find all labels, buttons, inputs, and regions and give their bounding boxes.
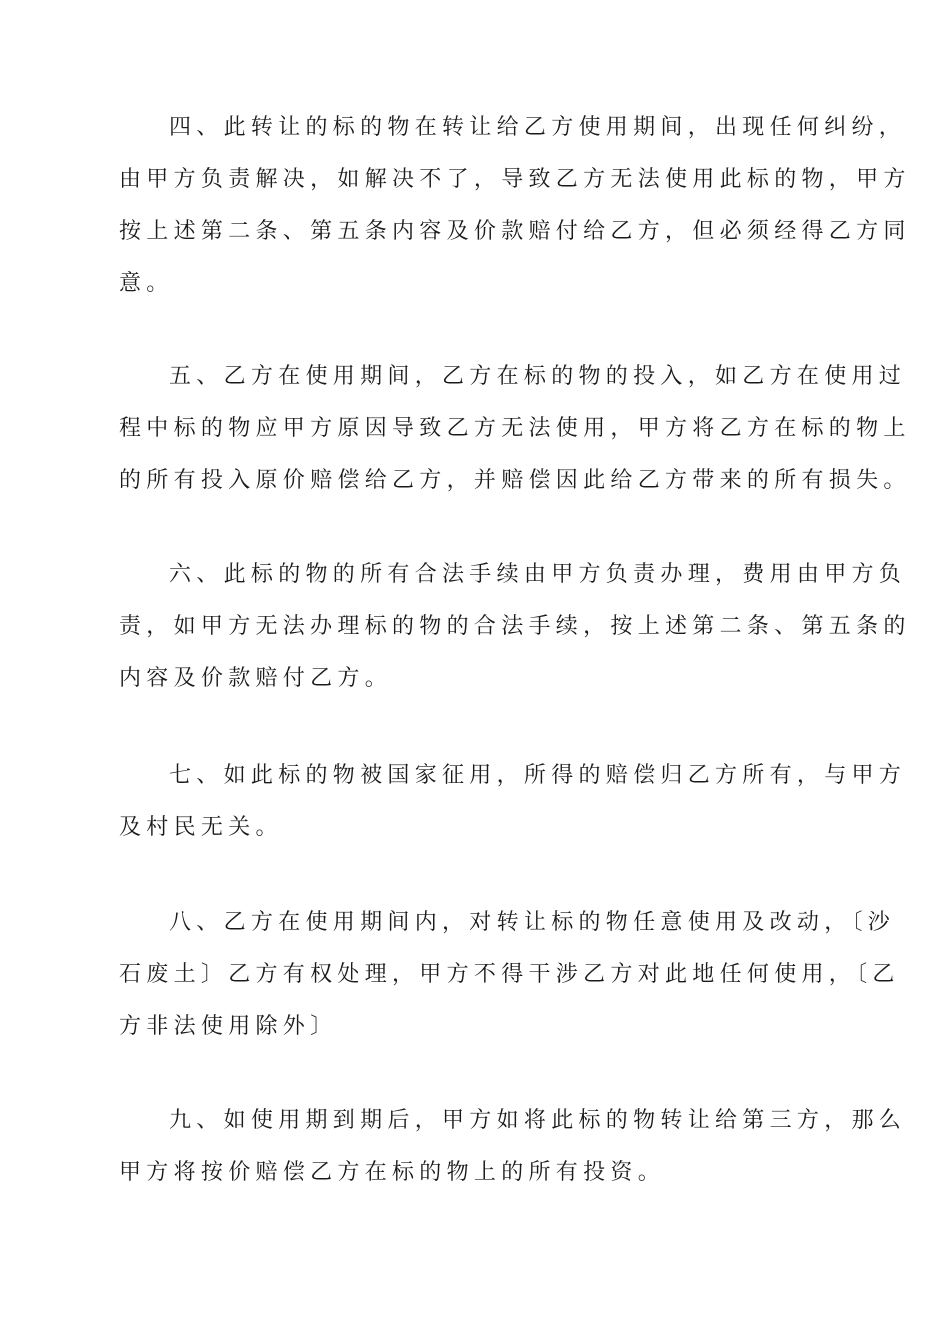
clause-9 (119, 1095, 907, 1199)
clause-line: 及村民无关。 (119, 815, 283, 840)
clause-line: 的所有投入原价赔偿给乙方，并赔偿因此给乙方带来的所有损失。 (119, 468, 911, 493)
clause-line: 甲方将按价赔偿乙方在标的物上的所有投资。 (119, 1160, 666, 1185)
clause-line: 五、乙方在使用期间，乙方在标的物的投入，如乙方在使用过 (169, 364, 907, 389)
clause-line: 八、乙方在使用期间内，对转让标的物任意使用及改动，〔沙 (169, 910, 896, 935)
clause-line: 四、此转让的标的物在转让给乙方使用期间，出现任何纠纷， (169, 115, 907, 140)
clause-line: 责，如甲方无法办理标的物的合法手续，按上述第二条、第五条的 (119, 614, 911, 639)
clause-line: 九、如使用期到期后，甲方如将此标的物转让给第三方，那么 (169, 1108, 907, 1133)
clause-line: 六、此标的物的所有合法手续由甲方负责办理，费用由甲方负 (169, 562, 907, 587)
clause-line: 程中标的物应甲方原因导致乙方无法使用，甲方将乙方在标的物上 (119, 416, 911, 441)
clause-4 (119, 102, 911, 310)
clause-line: 内容及价款赔付乙方。 (119, 666, 393, 691)
clause-line: 方非法使用除外〕 (119, 1014, 338, 1039)
clause-line: 按上述第二条、第五条内容及价款赔付给乙方，但必须经得乙方同 (119, 219, 911, 244)
clause-5 (119, 351, 911, 507)
clause-6 (119, 549, 911, 705)
clause-7 (119, 750, 907, 854)
clause-line: 七、如此标的物被国家征用，所得的赔偿归乙方所有，与甲方 (169, 763, 907, 788)
clause-line: 石废土〕乙方有权处理，甲方不得干涉乙方对此地任何使用，〔乙 (119, 962, 900, 987)
clause-line: 意。 (119, 271, 174, 296)
clause-8 (119, 897, 900, 1053)
clause-line: 由甲方负责解决，如解决不了，导致乙方无法使用此标的物，甲方 (119, 167, 911, 192)
